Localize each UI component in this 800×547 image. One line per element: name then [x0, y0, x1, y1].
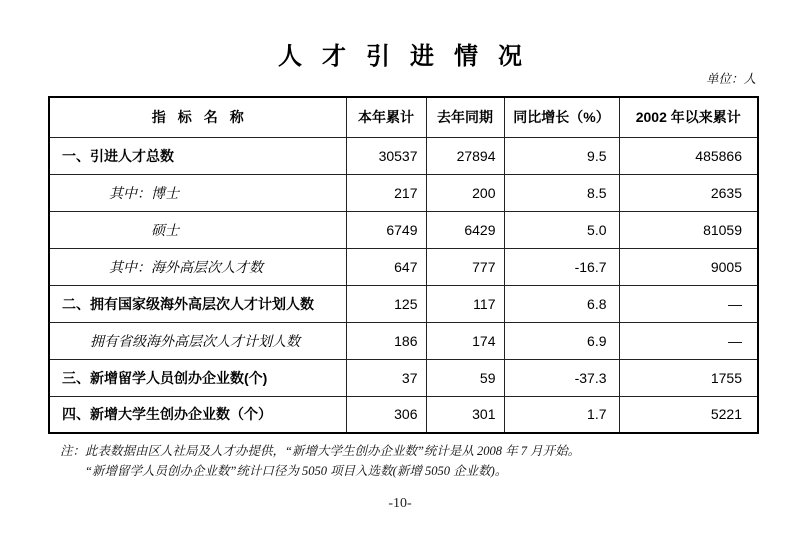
cell-value: —: [619, 285, 758, 322]
cell-value: 6429: [426, 211, 504, 248]
cell-value: 37: [346, 359, 426, 396]
cell-value: 6.9: [504, 322, 619, 359]
cell-value: 6749: [346, 211, 426, 248]
cell-value: 301: [426, 396, 504, 433]
row-label: 一、引进人才总数: [49, 137, 346, 174]
table-row: [49, 211, 758, 248]
footnote-line-2: “新增留学人员创办企业数”统计口径为 5050 项目入选数(新增 5050 企业数)。: [85, 464, 508, 478]
row-label: 硕士: [49, 211, 346, 248]
cell-value: 81059: [619, 211, 758, 248]
row-label: 其中：博士: [49, 174, 346, 211]
page-title: 人才引进情况: [278, 43, 542, 70]
table-row: [49, 359, 758, 396]
cell-value: 9.5: [504, 137, 619, 174]
column-header-this-year: 本年累计: [346, 97, 426, 137]
column-header-yoy-growth: 同比增长（%）: [504, 97, 619, 137]
table-row: [49, 285, 758, 322]
cell-value: 117: [426, 285, 504, 322]
cell-value: 174: [426, 322, 504, 359]
cell-value: 217: [346, 174, 426, 211]
cell-value: -37.3: [504, 359, 619, 396]
cell-value: 485866: [619, 137, 758, 174]
column-header-since-2002: 2002 年以来累计: [619, 97, 758, 137]
unit-label: 单位：人: [705, 72, 756, 86]
cell-value: 5221: [619, 396, 758, 433]
cell-value: —: [619, 322, 758, 359]
cell-value: 30537: [346, 137, 426, 174]
column-header-indicator: 指标名称: [49, 97, 346, 137]
talent-introduction-table: [48, 96, 759, 434]
cell-value: 9005: [619, 248, 758, 285]
cell-value: -16.7: [504, 248, 619, 285]
row-label: 四、新增大学生创办企业数（个）: [49, 396, 346, 433]
cell-value: 306: [346, 396, 426, 433]
cell-value: 6.8: [504, 285, 619, 322]
row-label: 三、新增留学人员创办企业数(个): [49, 359, 346, 396]
footnote: [60, 441, 580, 481]
row-label: 二、拥有国家级海外高层次人才计划人数: [49, 285, 346, 322]
table-row: [49, 396, 758, 433]
cell-value: 27894: [426, 137, 504, 174]
cell-value: 1755: [619, 359, 758, 396]
table-row: [49, 174, 758, 211]
cell-value: 8.5: [504, 174, 619, 211]
row-label: 拥有省级海外高层次人才计划人数: [49, 322, 346, 359]
column-header-last-year: 去年同期: [426, 97, 504, 137]
table-header-row: [49, 97, 758, 137]
row-label: 其中：海外高层次人才数: [49, 248, 346, 285]
cell-value: 59: [426, 359, 504, 396]
page-number: -10-: [388, 496, 412, 511]
footnote-line-1: 注：此表数据由区人社局及人才办提供，“新增大学生创办企业数”统计是从 2008 年 7 月开始。: [60, 444, 581, 458]
table-row: [49, 137, 758, 174]
cell-value: 2635: [619, 174, 758, 211]
cell-value: 186: [346, 322, 426, 359]
cell-value: 200: [426, 174, 504, 211]
cell-value: 5.0: [504, 211, 619, 248]
cell-value: 1.7: [504, 396, 619, 433]
cell-value: 647: [346, 248, 426, 285]
cell-value: 125: [346, 285, 426, 322]
table-row: [49, 322, 758, 359]
cell-value: 777: [426, 248, 504, 285]
table-row: [49, 248, 758, 285]
